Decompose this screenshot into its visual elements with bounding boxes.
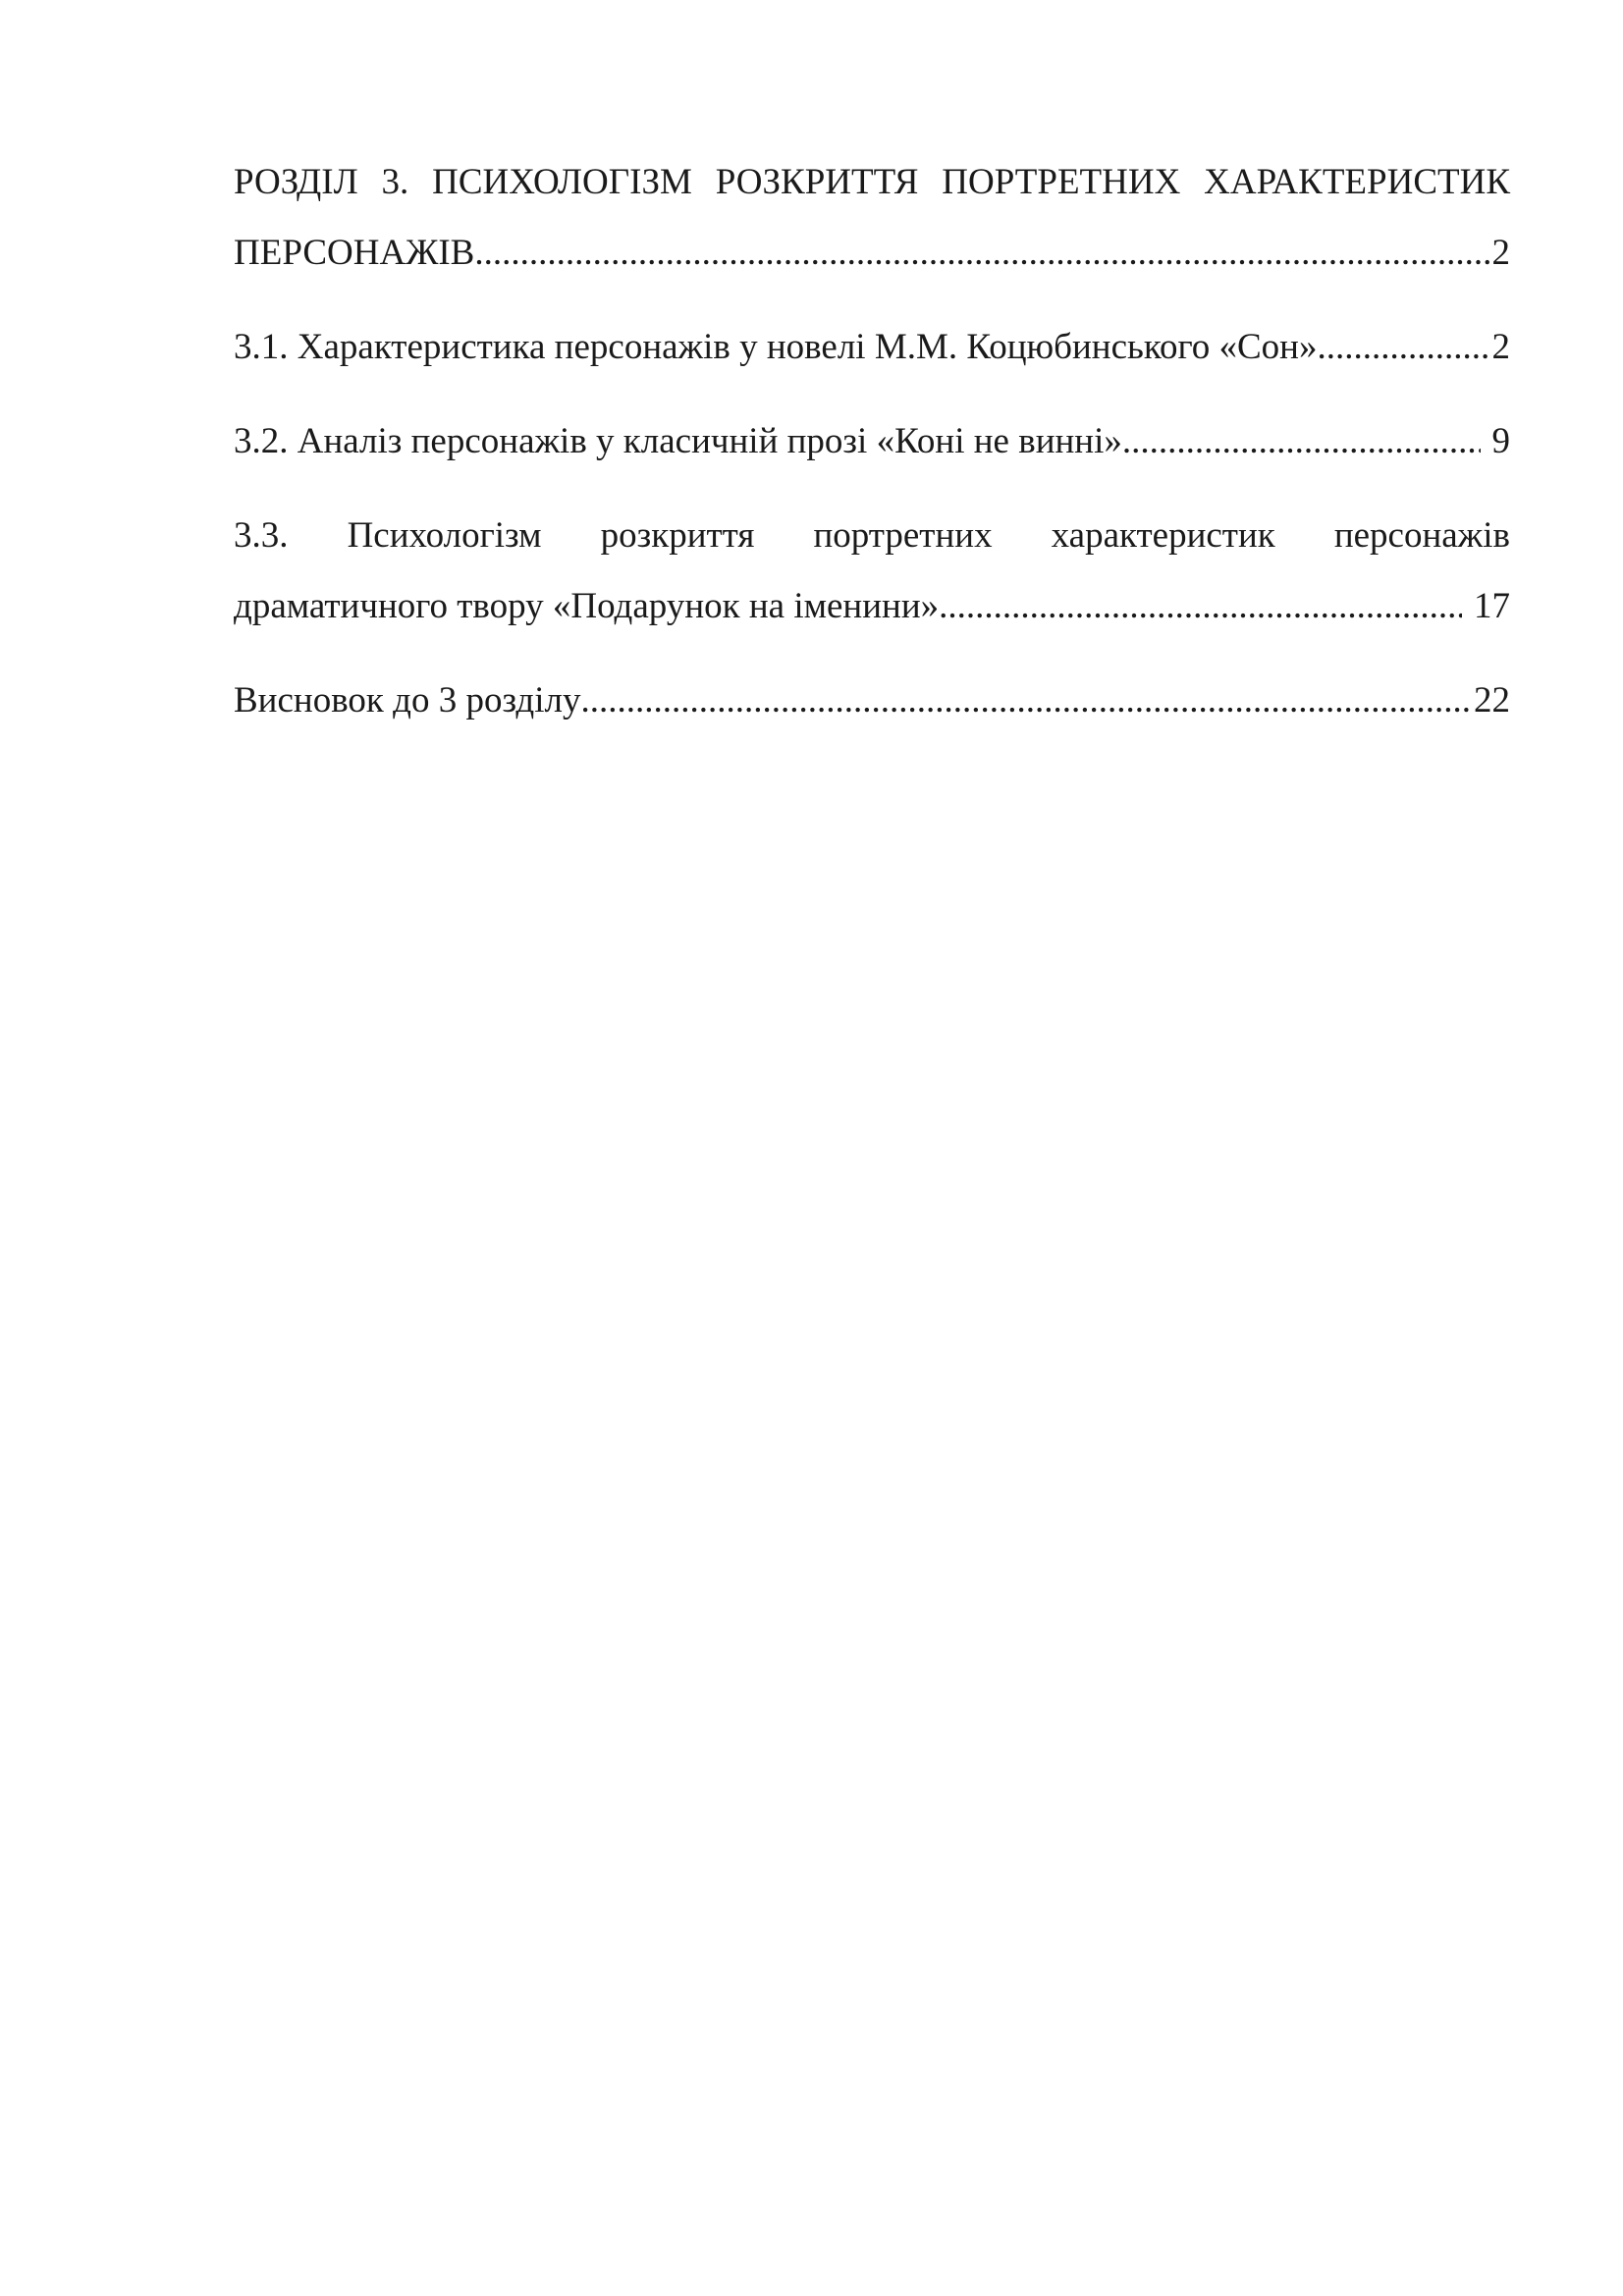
toc-entry-chapter-3[interactable] — [234, 147, 1510, 289]
table-of-contents — [234, 147, 1510, 736]
toc-entry-section-3-3[interactable] — [234, 501, 1510, 642]
toc-entry-leader-line — [234, 666, 1510, 736]
toc-entry-title-line-2: драматичного твору «Подарунок на іменини» — [234, 586, 940, 626]
toc-entry-conclusion-3[interactable] — [234, 666, 1510, 736]
toc-entry-leader-line — [234, 218, 1510, 289]
toc-word: 3.3. Психологізм — [234, 515, 542, 556]
toc-entry-title-line-1: РОЗДІЛ 3. ПСИХОЛОГІЗМ РОЗКРИТТЯ ПОРТРЕТНИХ ХАРАКТЕРИСТИК — [234, 162, 1510, 202]
toc-word: розкриття — [600, 515, 755, 556]
toc-entry-section-3-2[interactable] — [234, 406, 1510, 477]
toc-entry-leader-line — [234, 312, 1510, 383]
dot-leader — [1317, 312, 1489, 383]
toc-page-number: 9 — [1491, 421, 1510, 461]
dot-leader — [581, 666, 1473, 736]
toc-word: характеристик — [1051, 515, 1275, 556]
toc-entry-title: Висновок до 3 розділу — [234, 680, 581, 721]
toc-page-number: 2 — [1491, 327, 1510, 367]
toc-entry-title-line-1 — [234, 501, 1510, 571]
toc-entry-title-line-2: ПЕРСОНАЖІВ — [234, 233, 475, 273]
toc-entry-leader-line — [234, 406, 1510, 477]
dot-leader — [474, 218, 1489, 289]
dot-leader — [939, 571, 1462, 642]
toc-entry-title: 3.1. Характеристика персонажів у новелі М.М. Коцюбинського «Сон» — [234, 327, 1318, 367]
toc-page-number: 17 — [1474, 586, 1510, 626]
toc-entry-leader-line — [234, 571, 1510, 642]
toc-entry-title: 3.2. Аналіз персонажів у класичній прозі «Коні не винні» — [234, 421, 1122, 461]
toc-page-number: 22 — [1474, 680, 1510, 721]
toc-word: персонажів — [1333, 515, 1510, 556]
toc-page-number: 2 — [1491, 233, 1510, 273]
toc-entry-section-3-1[interactable] — [234, 312, 1510, 383]
dot-leader — [1122, 406, 1481, 477]
toc-word: портретних — [813, 515, 993, 556]
